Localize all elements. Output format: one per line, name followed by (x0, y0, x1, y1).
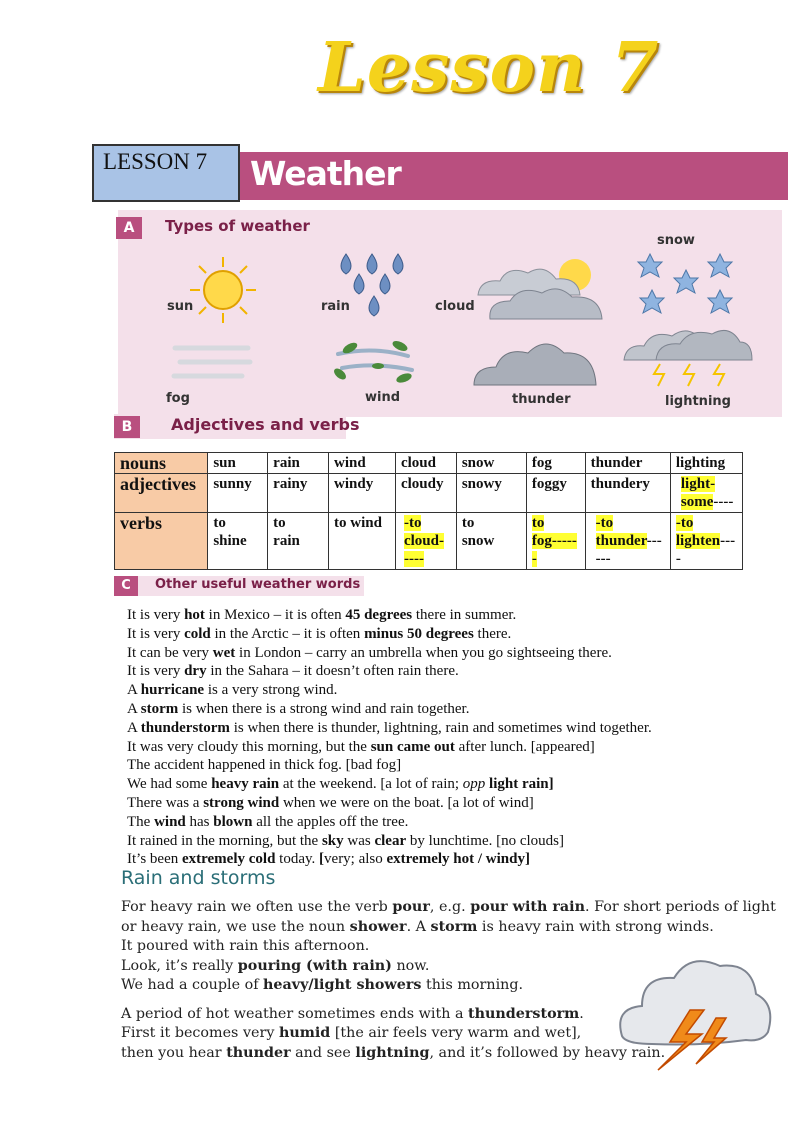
text: A period of hot weather sometimes ends with a (121, 1005, 469, 1022)
text: has (185, 813, 214, 830)
list-item (127, 738, 787, 757)
text: It is very (127, 607, 185, 623)
label-thunder: thunder (512, 392, 571, 407)
section-c-badge: C (114, 576, 138, 596)
thunderstorm-icon (612, 948, 777, 1073)
cell-text: - (531, 551, 537, 567)
cell-text: some (680, 494, 714, 510)
wind-icon (328, 336, 418, 388)
row-head-verbs: verbs (115, 513, 208, 570)
label-cloud: cloud (435, 299, 475, 314)
cell: sunny (208, 474, 268, 513)
cell-text: --- (720, 533, 736, 549)
cell: snowy (456, 474, 526, 513)
key-term: extremely hot / windy] (386, 851, 530, 868)
list-item (127, 681, 787, 700)
cell-text: --- (595, 551, 611, 567)
text: there in summer. (412, 607, 517, 623)
cell-text: light- (680, 476, 716, 492)
list-item (127, 813, 787, 832)
label-lightning: lightning (665, 394, 731, 409)
text: A (127, 719, 141, 736)
key-term: dry (184, 663, 207, 680)
cell (670, 513, 742, 570)
list-item (127, 700, 787, 719)
key-term: storm (430, 918, 478, 935)
list-item (127, 662, 787, 681)
cell-text: -to (403, 515, 422, 531)
key-term: pour (392, 899, 430, 915)
key-term: minus 50 degrees (364, 625, 474, 642)
rain-storms-title: Rain and storms (121, 867, 276, 889)
cell-text: shine (213, 533, 247, 549)
text: , and it’s followed by heavy rain. (429, 1044, 666, 1061)
thunder-icon (470, 333, 600, 388)
topic-title: Weather (250, 154, 401, 193)
list-item (127, 606, 787, 625)
lesson-label: LESSON 7 (92, 144, 240, 202)
key-term: wet (212, 644, 236, 661)
key-term: clear (374, 832, 407, 849)
list-item (127, 719, 787, 738)
cell: to wind (329, 513, 396, 570)
text: , e.g. (429, 899, 471, 915)
text: [the air feels very warm and wet], (330, 1025, 582, 1041)
cell (208, 513, 268, 570)
table-row (115, 474, 743, 513)
text: The (127, 813, 155, 830)
cell-text: rain (273, 533, 300, 549)
text: and see (290, 1044, 356, 1061)
key-term: sun came out (370, 738, 455, 755)
text: is heavy rain with strong winds. (477, 918, 714, 935)
text: opp (462, 776, 486, 793)
table-row (115, 453, 743, 474)
text: Look, it’s really (121, 957, 238, 974)
text: It was very cloudy this morning, but the (127, 738, 371, 755)
text: It’s been (127, 851, 182, 868)
cloud-icon (470, 255, 610, 323)
text: It is very (127, 663, 185, 680)
text: in the Sahara – it doesn’t often rain there. (206, 663, 459, 680)
text: by lunchtime. [no clouds] (406, 832, 565, 849)
cell: snow (456, 453, 526, 474)
cell-text: ---- (403, 551, 424, 567)
key-term: extremely cold (181, 851, 276, 868)
key-term: light rain] (489, 776, 554, 793)
cell-text: to (273, 515, 286, 531)
key-term: blown (213, 813, 253, 830)
cell (670, 474, 742, 513)
row-head-nouns: nouns (115, 453, 208, 474)
key-term: humid (278, 1025, 331, 1041)
text: was (343, 832, 375, 849)
page-title: Lesson 7 (318, 28, 660, 108)
text: today. (275, 851, 320, 868)
cell: windy (329, 474, 396, 513)
cell: fog (526, 453, 585, 474)
fog-icon (170, 340, 255, 385)
key-term: wind (154, 813, 186, 830)
text: It is very (127, 625, 185, 642)
text: It can be very (127, 644, 213, 661)
key-term: hurricane (140, 682, 205, 699)
lightning-icon (620, 320, 755, 390)
text: there. (473, 625, 512, 642)
cell (395, 513, 456, 570)
text: . For short periods of light (584, 899, 776, 915)
list-item (127, 794, 787, 813)
text: at the weekend. [a lot of rain; (279, 776, 463, 793)
label-rain: rain (321, 299, 350, 314)
key-term: 45 degrees (345, 607, 413, 623)
cell-text: -to (595, 515, 614, 531)
list-item (127, 832, 787, 851)
text: A (127, 700, 141, 717)
text: There was a (127, 794, 204, 811)
list-item (127, 756, 787, 775)
key-term: heavy/light showers (263, 977, 422, 993)
text: then you hear (121, 1044, 227, 1061)
key-term: thunderstorm (468, 1005, 580, 1022)
list-item (127, 644, 787, 663)
table-row (115, 513, 743, 570)
key-term: sky (321, 832, 344, 849)
cell-text: to (213, 515, 226, 531)
paragraph-line (121, 918, 721, 938)
cell (585, 513, 670, 570)
cell: foggy (526, 474, 585, 513)
key-term: hot (184, 607, 205, 623)
text: We had some (127, 776, 212, 793)
key-term: pouring (with rain) (237, 957, 392, 974)
key-term: storm (140, 700, 179, 717)
cell: thundery (585, 474, 670, 513)
text: in the Arctic – it is often (210, 625, 365, 642)
text: It poured with rain this afternoon. (121, 938, 370, 954)
cell-text: to (461, 515, 475, 531)
label-fog: fog (166, 391, 190, 406)
text: all the apples off the tree. (252, 813, 409, 830)
weather-words-list (127, 606, 787, 869)
text: in Mexico – it is often (204, 607, 346, 623)
key-term: lightning (355, 1044, 430, 1061)
text: We had a couple of (121, 977, 264, 993)
cell-text: snow (461, 533, 495, 549)
text: now. (391, 957, 430, 974)
text: after lunch. [appeared] (454, 738, 595, 755)
text: very; also (324, 851, 387, 868)
text: is when there is a strong wind and rain together. (178, 700, 470, 717)
cell: rainy (268, 474, 329, 513)
text: First it becomes very (121, 1025, 279, 1041)
section-b-title: Adjectives and verbs (171, 415, 360, 434)
text: The accident happened in thick fog. [bad fog] (127, 757, 402, 774)
cell: thunder (585, 453, 670, 474)
cell-text: thunder (595, 533, 647, 549)
cell: lighting (670, 453, 742, 474)
sun-icon (188, 255, 258, 325)
section-b-badge: B (114, 416, 140, 438)
section-a-title: Types of weather (165, 217, 310, 235)
key-term: cold (184, 625, 211, 642)
key-term: thunder (226, 1044, 291, 1061)
list-item (127, 625, 787, 644)
section-a-badge: A (116, 217, 142, 239)
key-term: shower (349, 918, 407, 935)
text: It rained in the morning, but the (127, 832, 322, 849)
text: A (127, 682, 141, 699)
text: this morning. (421, 977, 524, 993)
text: For heavy rain we often use the verb (121, 899, 393, 915)
cell (526, 513, 585, 570)
text: . A (406, 918, 431, 935)
cell: sun (208, 453, 268, 474)
label-wind: wind (365, 390, 401, 405)
cell (456, 513, 526, 570)
section-c-title: Other useful weather words (155, 577, 361, 592)
text: is when there is thunder, lightning, rain and sometimes wind together. (229, 719, 652, 736)
key-term: [ (319, 851, 325, 868)
topic-banner (240, 152, 788, 200)
key-term: strong wind (203, 794, 280, 811)
row-head-adjectives: adjectives (115, 474, 208, 513)
cell: cloud (395, 453, 456, 474)
key-term: heavy rain (211, 776, 280, 793)
text: when we were on the boat. [a lot of wind] (279, 794, 534, 811)
cell-text: --- (646, 533, 662, 549)
paragraph-line (121, 898, 776, 918)
cell: wind (329, 453, 396, 474)
cell (268, 513, 329, 570)
key-term: pour with rain (470, 899, 585, 915)
cell: rain (268, 453, 329, 474)
cell-text: -to (675, 515, 694, 531)
text: or heavy rain, we use the noun (121, 918, 350, 935)
label-sun: sun (167, 299, 194, 314)
label-snow: snow (657, 233, 695, 248)
text: is a very strong wind. (204, 682, 338, 699)
adjectives-verbs-table (114, 452, 743, 570)
cell-text: lighten (675, 533, 721, 549)
snow-icon (632, 250, 742, 320)
key-term: thunderstorm (140, 719, 230, 736)
cell-text: ---- (713, 494, 734, 510)
cell-text: - (675, 551, 681, 567)
text: in London – carry an umbrella when you go sightseeing there. (235, 644, 612, 661)
cell-text: fog----- (531, 533, 577, 549)
cell: cloudy (395, 474, 456, 513)
cell-text: cloud- (403, 533, 444, 549)
cell-text: to (531, 515, 545, 531)
text: . (579, 1005, 584, 1022)
list-item (127, 775, 787, 794)
